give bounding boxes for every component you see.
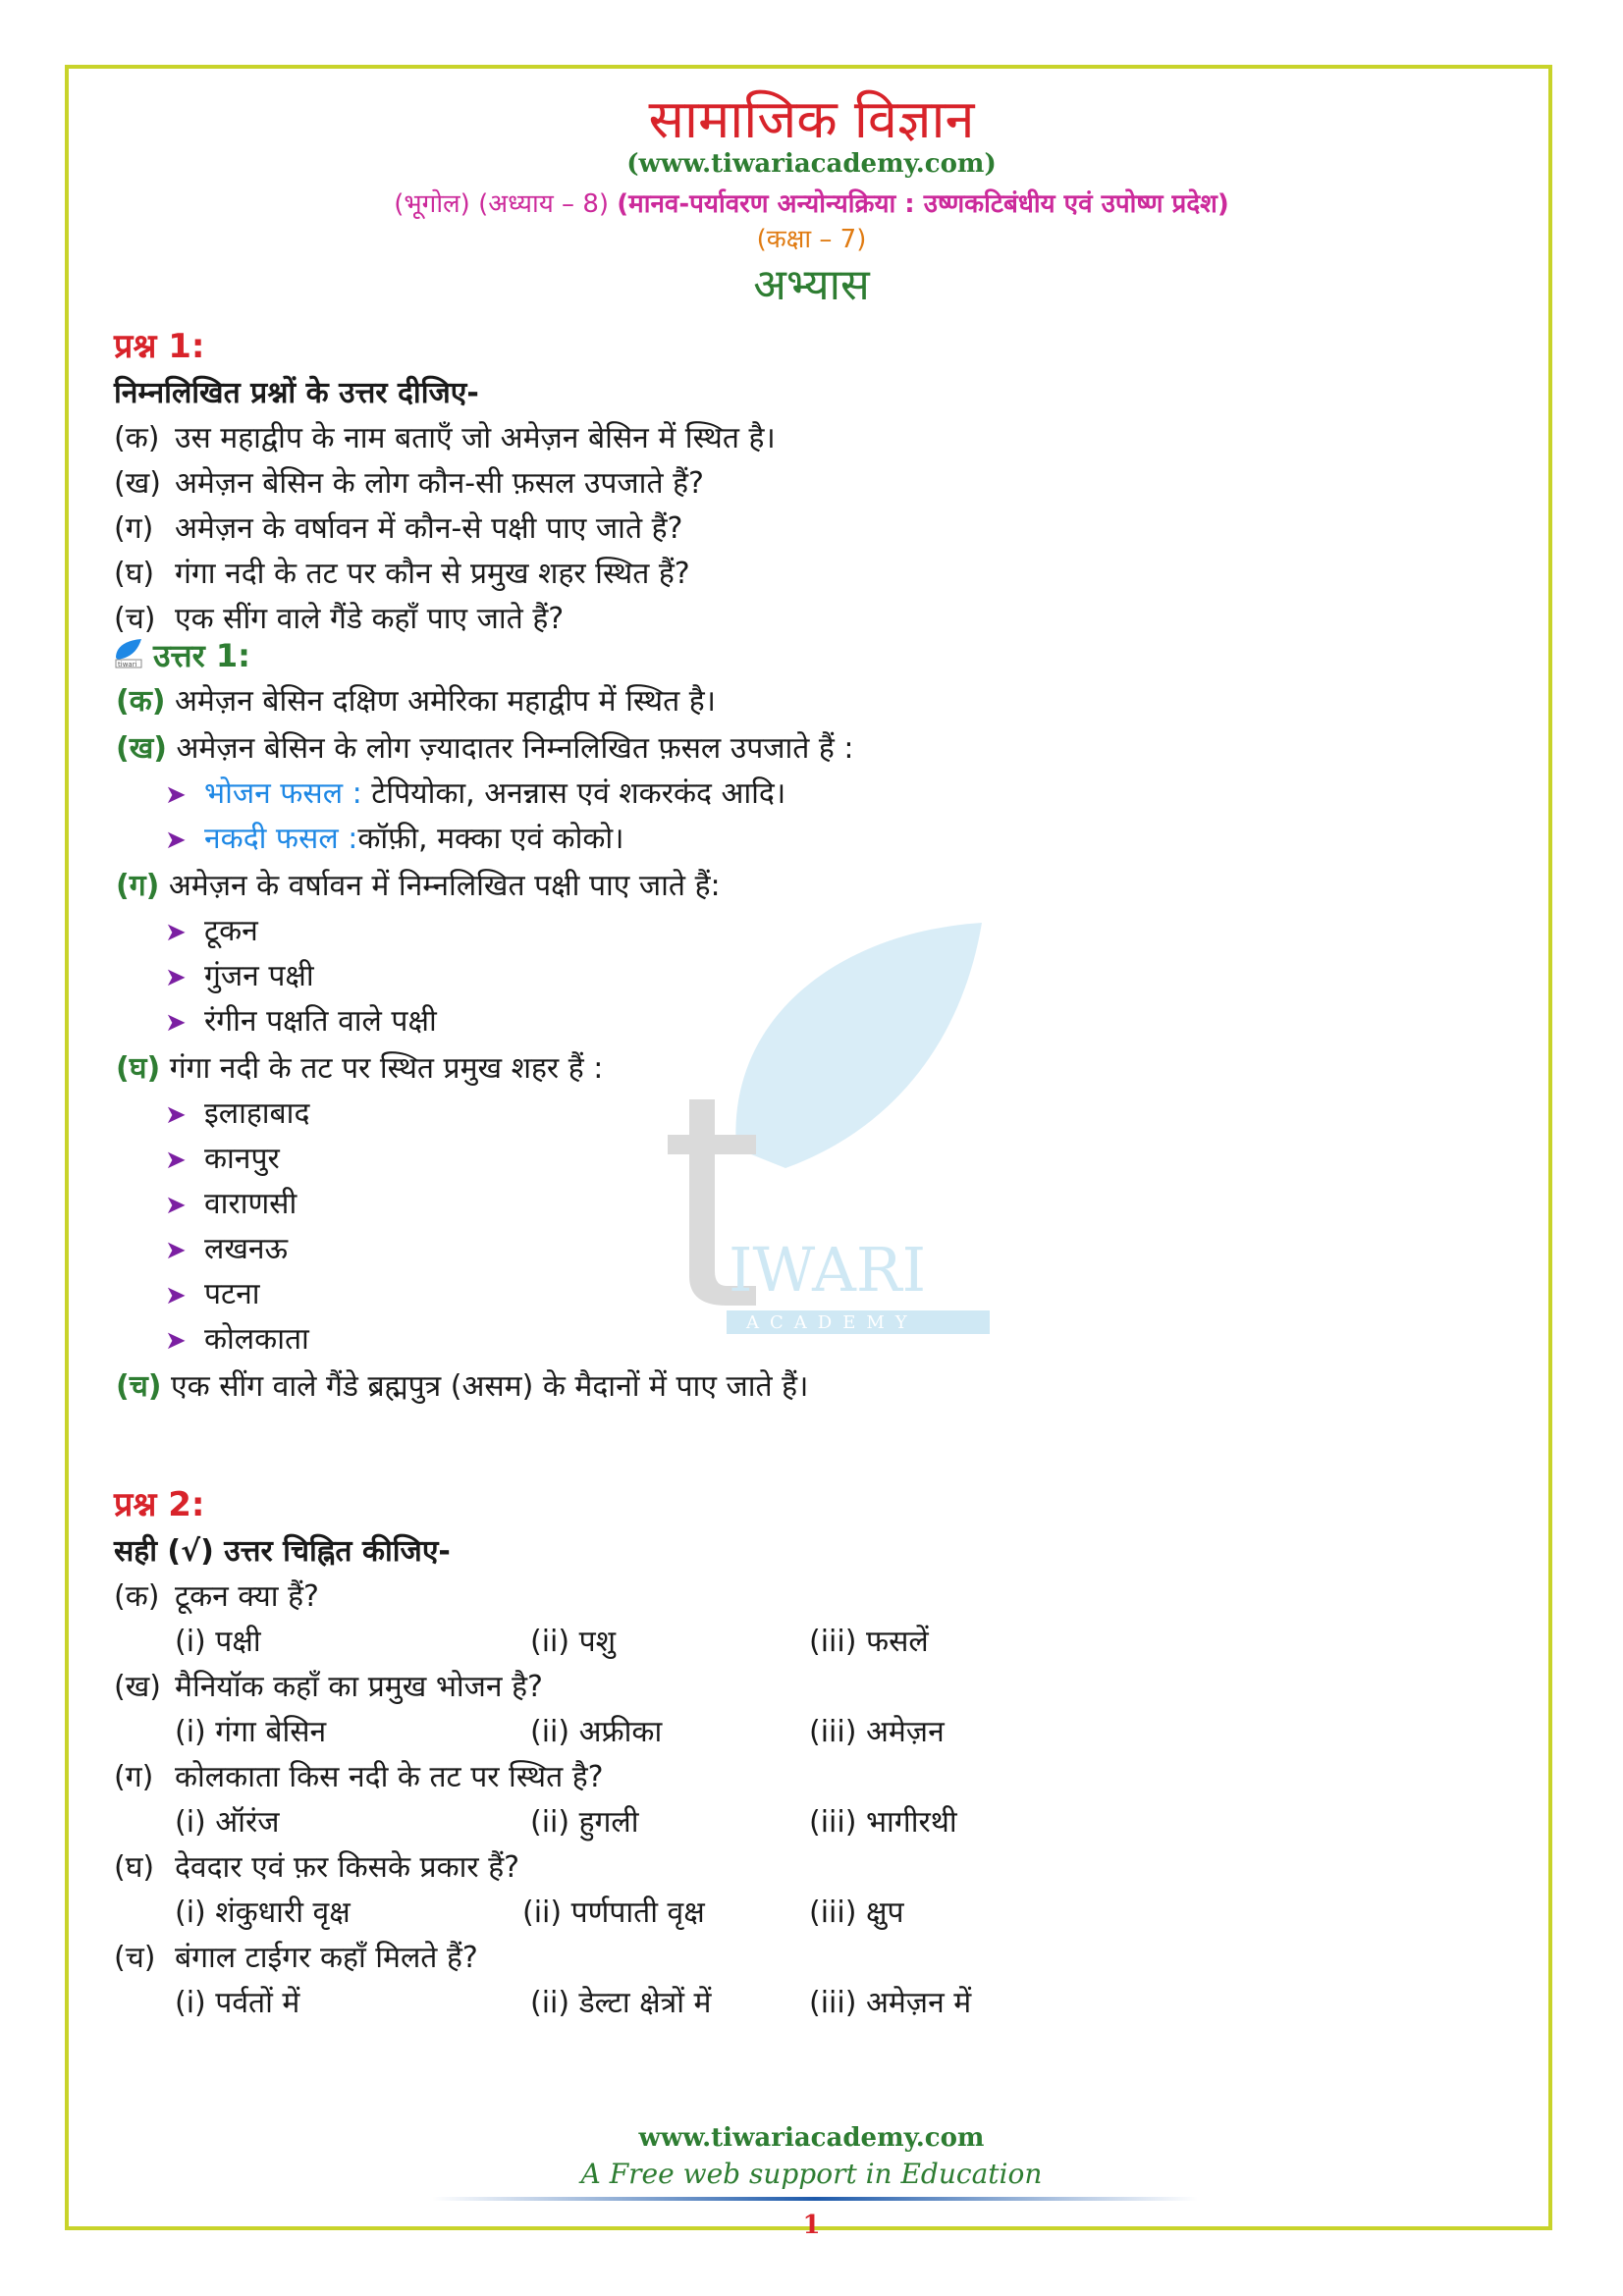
bullet-item <box>165 1092 309 1132</box>
option-3: (iii) अमेज़न <box>809 1715 945 1749</box>
question-2-instruction: सही (√) उत्तर चिह्नित कीजिए- <box>114 1534 451 1569</box>
q2-item-mark: (क) <box>114 1579 160 1614</box>
answer-k <box>116 679 716 720</box>
option-3: (iii) क्षुप <box>809 1896 904 1930</box>
watermark-sub: ACADEMY <box>746 1312 918 1333</box>
question-1-heading: प्रश्न 1: <box>114 327 205 366</box>
answer-ch <box>116 1364 808 1405</box>
answer-text: अमेज़न के वर्षावन में निम्नलिखित पक्षी पाए जाते हैं: <box>168 869 721 903</box>
answer-text: एक सींग वाले गैंडे ब्रह्मपुत्र (असम) के मैदानों में पाए जाते हैं। <box>171 1369 809 1404</box>
q1-item-text: गंगा नदी के तट पर कौन से प्रमुख शहर स्थित हैं? <box>175 557 690 591</box>
bullet-item <box>165 999 437 1040</box>
option-1: (i) गंगा बेसिन <box>175 1715 327 1749</box>
q1-item-text: एक सींग वाले गैंडे कहाँ पाए जाते हैं? <box>175 602 565 636</box>
option-1: (i) शंकुधारी वृक्ष <box>175 1896 351 1930</box>
tiwari-logo-icon <box>110 636 145 675</box>
option-2: (ii) पशु <box>530 1625 617 1659</box>
bullet-item <box>165 1317 309 1358</box>
bullet-item <box>165 1137 280 1177</box>
option-2: (ii) अफ्रीका <box>530 1715 663 1749</box>
arrow-bullet-icon: ➤ <box>165 1100 187 1130</box>
arrow-bullet-icon: ➤ <box>165 826 187 855</box>
cash-crop-text: कॉफ़ी, मक्का एवं कोको। <box>357 822 624 856</box>
option-2: (ii) पर्णपाती वृक्ष <box>522 1896 705 1930</box>
city-name: लखनऊ <box>204 1232 289 1266</box>
tiwari-leaf-watermark <box>668 903 992 1374</box>
bullet-item <box>165 1227 288 1267</box>
option-2: (ii) डेल्टा क्षेत्रों में <box>530 1986 712 2020</box>
option-3: (iii) अमेज़न में <box>809 1986 972 2020</box>
answer-1-heading: उत्तर 1: <box>153 637 250 674</box>
q1-item-text: अमेज़न बेसिन के लोग कौन-सी फ़सल उपजाते हैं? <box>175 466 704 501</box>
answer-text: गंगा नदी के तट पर स्थित प्रमुख शहर हैं : <box>169 1051 604 1086</box>
option-3: (iii) भागीरथी <box>809 1805 957 1840</box>
bird-name: रंगीन पक्षति वाले पक्षी <box>204 1004 437 1039</box>
bullet-item <box>165 1182 297 1222</box>
q2-item-text: देवदार एवं फ़र किसके प्रकार हैं? <box>175 1850 520 1885</box>
answer-mark: (घ) <box>116 1051 161 1086</box>
q2-item-mark: (ग) <box>114 1760 154 1794</box>
city-name: इलाहाबाद <box>204 1096 310 1131</box>
footer-tagline: A Free web support in Education <box>580 2158 1043 2190</box>
food-crop-text: टेपियोका, अनन्नास एवं शकरकंद आदि। <box>361 776 786 811</box>
footer-site-link[interactable]: www.tiwariacademy.com <box>638 2123 985 2153</box>
arrow-bullet-icon: ➤ <box>165 918 187 947</box>
question-2-heading: प्रश्न 2: <box>114 1485 205 1524</box>
bullet-item <box>165 954 314 994</box>
city-name: कानपुर <box>204 1142 280 1176</box>
q1-item-mark: (क) <box>114 421 160 455</box>
cash-crop-label: नकदी फसल : <box>204 822 358 856</box>
page-number: 1 <box>802 2211 821 2240</box>
answer-mark: (ख) <box>116 731 167 766</box>
arrow-bullet-icon: ➤ <box>165 1281 187 1310</box>
chapter-name: (मानव-पर्यावरण अन्योन्यक्रिया : उष्णकटिबंधीय एवं उपोष्ण प्रदेश) <box>617 189 1229 219</box>
q1-item-mark: (च) <box>114 602 156 636</box>
answer-mark: (क) <box>116 684 166 719</box>
q1-item-mark: (ख) <box>114 466 161 501</box>
option-2: (ii) हुगली <box>530 1805 639 1840</box>
chapter-number: (अध्याय – 8) <box>478 189 610 219</box>
q2-item-text: मैनियॉक कहाँ का प्रमुख भोजन है? <box>175 1670 543 1704</box>
arrow-bullet-icon: ➤ <box>165 963 187 992</box>
bullet-item <box>165 817 624 857</box>
answer-mark: (च) <box>116 1369 162 1404</box>
q2-item-text: कोलकाता किस नदी के तट पर स्थित है? <box>175 1760 604 1794</box>
q2-item-text: टूकन क्या हैं? <box>175 1579 319 1614</box>
q1-item-text: उस महाद्वीप के नाम बताएँ जो अमेज़न बेसिन में स्थित है। <box>175 421 776 455</box>
bird-name: टूकन <box>204 914 258 948</box>
arrow-bullet-icon: ➤ <box>165 1008 187 1038</box>
chapter-subject: (भूगोल) <box>394 189 470 219</box>
option-1: (i) ऑरंज <box>175 1805 280 1840</box>
arrow-bullet-icon: ➤ <box>165 780 187 810</box>
q1-item-text: अमेज़न के वर्षावन में कौन-से पक्षी पाए जाते हैं? <box>175 511 683 546</box>
arrow-bullet-icon: ➤ <box>165 1191 187 1220</box>
watermark-main: IWARI <box>729 1234 927 1306</box>
question-1-instruction: निम्नलिखित प्रश्नों के उत्तर दीजिए- <box>114 376 479 410</box>
city-name: पटना <box>204 1277 260 1311</box>
city-name: वाराणसी <box>204 1187 298 1221</box>
logo-text: tiwari <box>118 661 137 668</box>
city-name: कोलकाता <box>204 1322 309 1357</box>
bullet-item <box>165 909 258 949</box>
arrow-bullet-icon: ➤ <box>165 1236 187 1265</box>
bullet-item <box>165 772 785 812</box>
q1-item-mark: (ग) <box>114 511 154 546</box>
option-3: (iii) फसलें <box>809 1625 929 1659</box>
q2-item-mark: (घ) <box>114 1850 155 1885</box>
header-site: (www.tiwariacademy.com) <box>626 149 997 179</box>
q2-item-text: बंगाल टाईगर कहाँ मिलते हैं? <box>175 1941 478 1975</box>
q2-item-mark: (ख) <box>114 1670 161 1704</box>
answer-gh <box>116 1046 603 1087</box>
bullet-item <box>165 1272 260 1312</box>
option-1: (i) पर्वतों में <box>175 1986 300 2020</box>
bird-name: गुंजन पक्षी <box>204 959 314 993</box>
q2-item-mark: (च) <box>114 1941 156 1975</box>
answer-kh <box>116 726 853 767</box>
footer-divider <box>432 2197 1198 2201</box>
answer-g <box>116 864 721 904</box>
arrow-bullet-icon: ➤ <box>165 1326 187 1356</box>
food-crop-label: भोजन फसल : <box>204 776 362 811</box>
page-title: सामाजिक विज्ञान <box>648 88 975 150</box>
answer-text: अमेज़न बेसिन दक्षिण अमेरिका महाद्वीप में स्थित है। <box>175 684 717 719</box>
option-1: (i) पक्षी <box>175 1625 261 1659</box>
section-title: अभ्यास <box>753 260 870 310</box>
chapter-line <box>0 185 1623 220</box>
q1-item-mark: (घ) <box>114 557 155 591</box>
answer-text: अमेज़न बेसिन के लोग ज़्यादातर निम्नलिखित फ़सल उपजाते हैं : <box>176 731 854 766</box>
class-label: (कक्षा – 7) <box>756 225 867 254</box>
answer-mark: (ग) <box>116 869 160 903</box>
arrow-bullet-icon: ➤ <box>165 1146 187 1175</box>
